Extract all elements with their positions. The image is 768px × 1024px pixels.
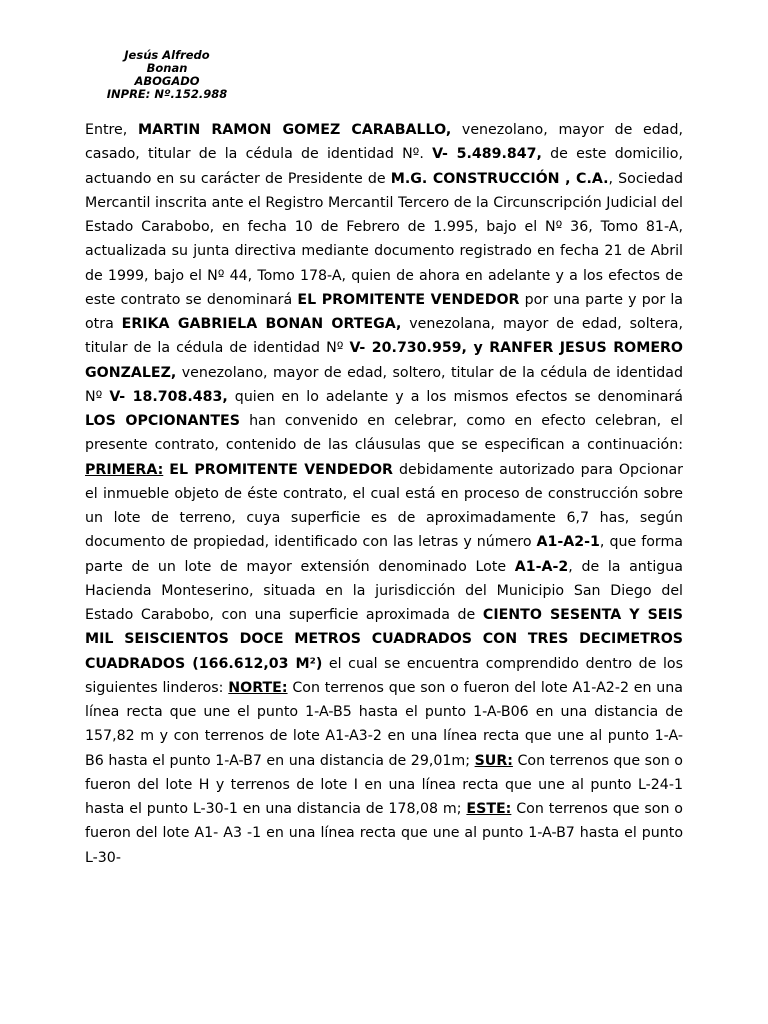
buyer-name-1: ERIKA GABRIELA BONAN ORTEGA, — [121, 316, 402, 332]
text-run: venezolano, mayor de edad, casado, titular de la cédula de identidad Nº. — [85, 122, 683, 163]
party-buyers-term: LOS OPCIONANTES — [85, 413, 240, 429]
lawyer-inpre-number: INPRE: Nº.152.988 — [106, 87, 228, 101]
surface-area: CIENTO SESENTA Y SEIS MIL SEISCIENTOS DOCE METROS CUADRADOS CON TRES DECIMETROS CUADRADOS (166.612,03 M²) — [85, 607, 683, 672]
clause-primera-heading: PRIMERA: — [85, 461, 164, 478]
text-run: Con terrenos que son o fueron del lote A1- A3 -1 en una línea recta que une al punto 1-A-B7 hasta el punto L-30- — [85, 801, 683, 866]
boundary-east-heading: ESTE: — [466, 801, 512, 817]
boundary-north-heading: NORTE: — [228, 679, 288, 696]
text-run: venezolano, mayor de edad, soltero, titular de la cédula de identidad Nº — [85, 364, 683, 405]
boundary-south-heading: SUR: — [474, 752, 513, 769]
seller-id-number: V- 5.489.847, — [432, 146, 542, 163]
text-run: , que forma parte de un lote de mayor extensión denominado Lote — [85, 534, 683, 575]
buyer-id-and-name-2: V- 20.730.959, y RANFER JESUS ROMERO GONZALEZ, — [85, 340, 683, 381]
text-run: han convenido en celebrar, como en efecto celebran, el presente contrato, contenido de las cláusulas que se especifican a continuación: — [85, 413, 683, 454]
lawyer-first-name: Jesús Alfredo — [124, 48, 210, 62]
text-run: debidamente autorizado para Opcionar el inmueble objeto de éste contrato, el cual está en proceso de construcción sobre un lote de terreno, cuya superficie es de aproximadamente 6,7 has, según documento de propiedad, identificado con las letras y número — [85, 461, 684, 551]
lawyer-last-name: Bonan — [146, 61, 188, 75]
text-run: por una parte y por la otra — [85, 291, 684, 332]
party-seller-term: EL PROMITENTE VENDEDOR — [169, 461, 393, 478]
buyer-id-number-2: V- 18.708.483, — [109, 388, 228, 405]
text-run: Con terrenos que son o fueron del lote A1-A2-2 en una línea recta que une el punto 1-A-B5 hasta el punto 1-A-B06 en una distancia de 157,82 m y con terrenos de lote A1-A3-2 en una línea recta que une al punto 1-A-B6 hasta el punto 1-A-B7 en una distancia de 29,01m; — [85, 679, 683, 769]
party-seller-term: EL PROMITENTE VENDEDOR — [297, 291, 520, 308]
lot-identifier: A1-A2-1 — [536, 534, 600, 551]
company-name: M.G. CONSTRUCCIÓN , C.A. — [390, 170, 609, 187]
text-run: quien en lo adelante y a los mismos efectos se denominará — [227, 388, 684, 405]
contract-body — [85, 118, 683, 870]
text-run: el cual se encuentra comprendido dentro de los siguientes linderos: — [85, 655, 683, 696]
text-run: Entre, — [85, 122, 138, 138]
lawyer-title: ABOGADO — [134, 74, 200, 88]
text-run: de este domicilio, actuando en su carácter de Presidente de — [85, 146, 683, 187]
text-run: Con terrenos que son o fueron del lote H y terrenos de lote I en una línea recta que une al punto L-24-1 hasta el punto L-30-1 en una distancia de 178,08 m; — [85, 752, 683, 817]
text-run: , de la antigua Hacienda Monteserino, situada en la jurisdicción del Municipio San Diego del Estado Carabobo, con una superficie aproximada de — [85, 558, 683, 623]
letterhead — [100, 49, 234, 101]
text-run: venezolana, mayor de edad, soltera, titular de la cédula de identidad Nº — [85, 316, 684, 357]
text-run: , Sociedad Mercantil inscrita ante el Registro Mercantil Tercero de la Circunscripción Judicial del Estado Carabobo, en fecha 10 de Febrero de 1.995, bajo el Nº 36, Tomo 81-A, actualizada su junta directiva mediante documento registrado en fecha 21 de Abril de 1999, bajo el Nº 44, Tomo 178-A, quien de ahora en adelante y a los efectos de este contrato se denominará — [85, 170, 683, 308]
seller-representative-name: MARTIN RAMON GOMEZ CARABALLO, — [138, 122, 452, 138]
parent-lot-identifier: A1-A-2 — [514, 558, 569, 575]
